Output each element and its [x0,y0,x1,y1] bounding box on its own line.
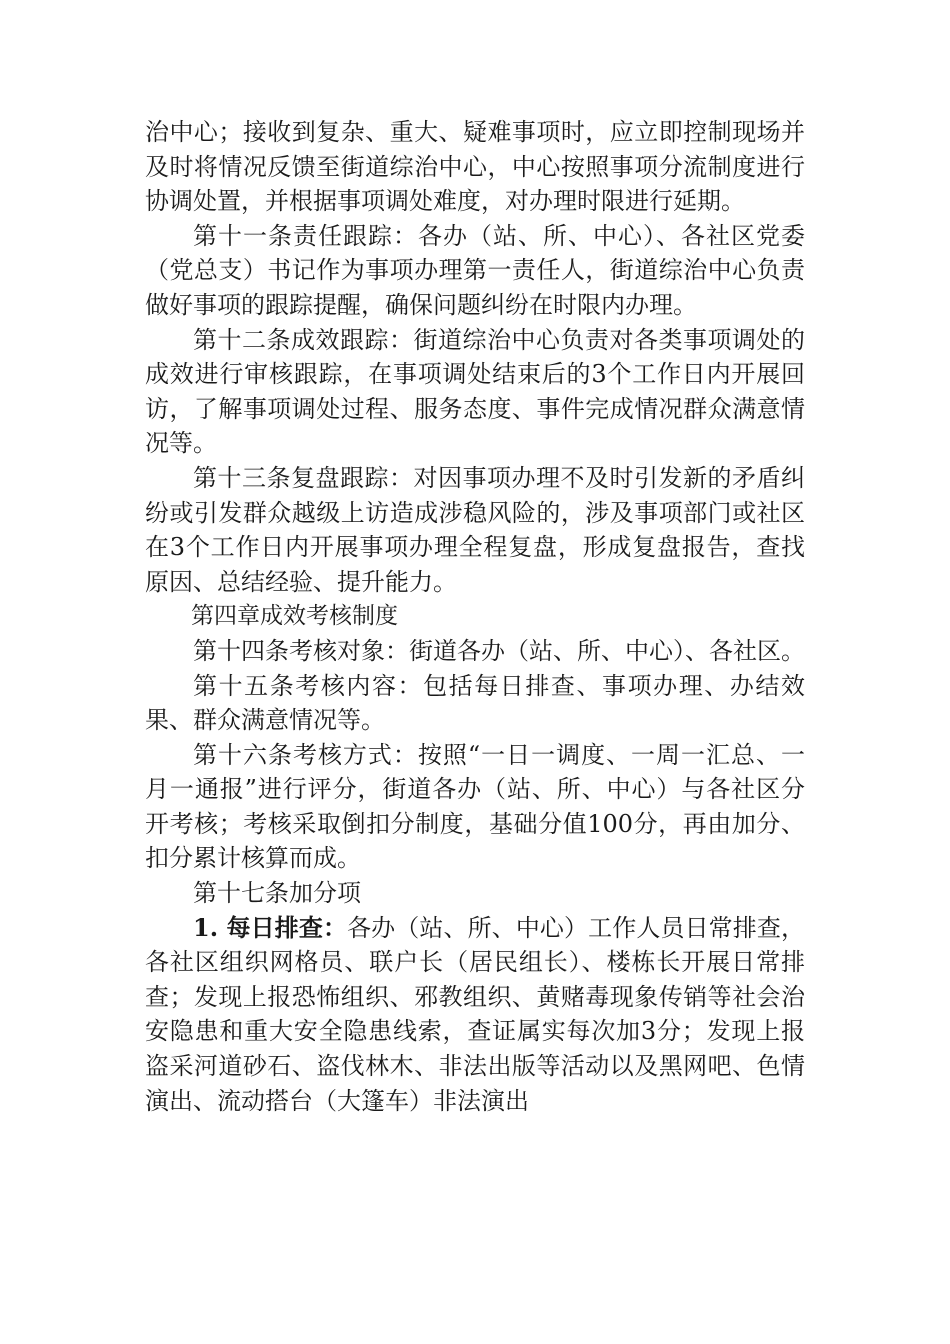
paragraph-continuation: 治中心；接收到复杂、重大、疑难事项时，应立即控制现场并及时将情况反馈至街道综治中心，中心按照事项分流制度进行协调处置，并根据事项调处难度，对办理时限进行延期。 [145,118,805,216]
article-13: 第十三条复盘跟踪：对因事项办理不及时引发新的矛盾纠纷或引发群众越级上访造成涉稳风险的，涉及事项部门或社区在3个工作日内开展事项办理全程复盘，形成复盘报告，查找原因、总结经验、提升能力。 [145,463,805,596]
article-17: 第十七条加分项 [193,879,361,908]
article-12: 第十二条成效跟踪：街道综治中心负责对各类事项调处的成效进行审核跟踪，在事项调处结束后的3个工作日内开展回访，了解事项调处过程、服务态度、事件完成情况群众满意情况等。 [145,325,805,458]
article-15: 第十五条考核内容：包括每日排查、事项办理、办结效果、群众满意情况等。 [145,671,805,735]
item-1-text: 各办（站、所、中心）工作人员日常排查，各社区组织网格员、联户长（居民组长）、楼栋长开展日常排查；发现上报恐怖组织、邪教组织、黄赌毒现象传销等社会治安隐患和重大安全隐患线索，查证属实每次加3分；发现上报盗采河道砂石、盗伐林木、非法出版等活动以及黑网吧、色情演出、流动搭台（大篷车）非法演出 [145,913,805,1115]
article-16: 第十六条考核方式：按照“一日一调度、一周一汇总、一月一通报”进行评分，街道各办（站、所、中心）与各社区分开考核；考核采取倒扣分制度，基础分值100分，再由加分、扣分累计核算而成。 [145,740,805,873]
article-14: 第十四条考核对象：街道各办（站、所、中心）、各社区。 [193,636,805,665]
article-11: 第十一条责任跟踪：各办（站、所、中心）、各社区党委（党总支）书记作为事项办理第一责任人，街道综治中心负责做好事项的跟踪提醒，确保问题纠纷在时限内办理。 [145,221,805,319]
item-1-daily-inspection [145,911,805,1119]
document-page [145,115,805,1118]
chapter-heading: 第四章成效考核制度 [191,603,398,630]
item-1-lead: 1. 每日排查： [193,912,348,942]
